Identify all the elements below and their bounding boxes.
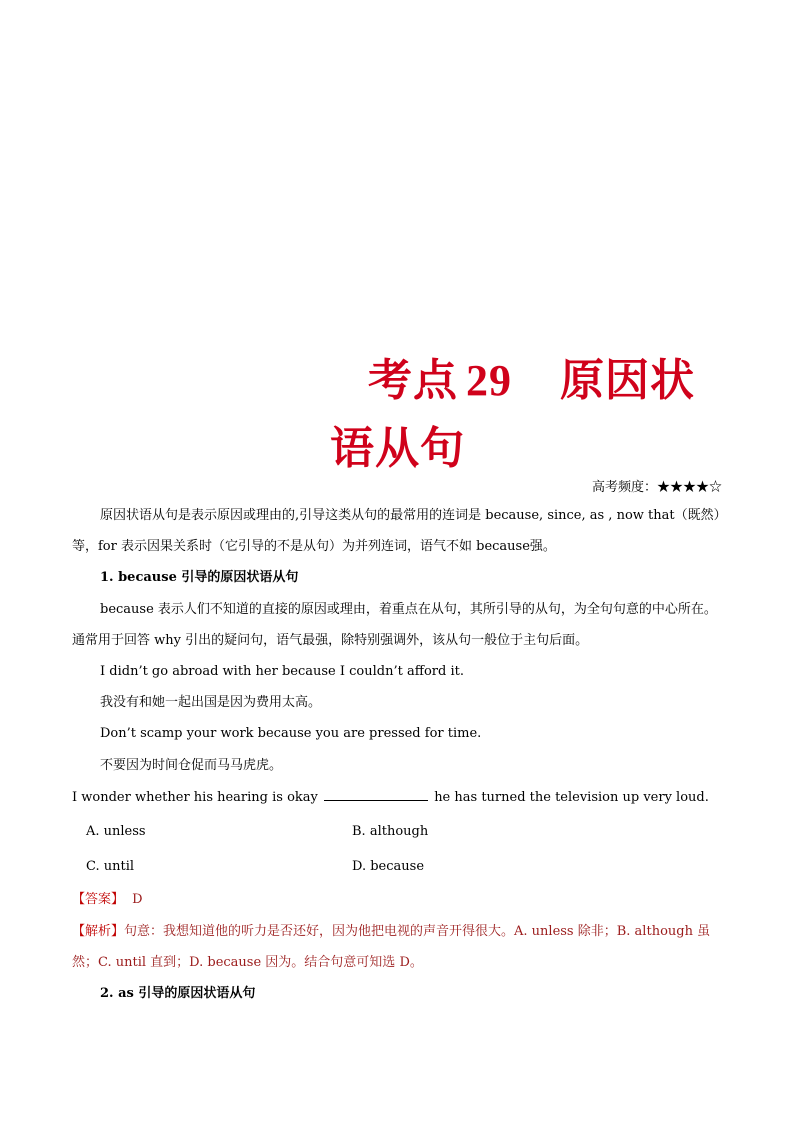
option-a: A. unless <box>86 824 146 839</box>
analysis-label: 【解析】 <box>72 924 125 939</box>
title-number: 29 <box>466 356 512 405</box>
example-zh-2: 不要因为时间仓促而马马虎虎。 <box>100 758 283 773</box>
question-stem-after: he has turned the television up very loud. <box>434 790 709 805</box>
frequency-label: 高考频度： <box>591 480 657 495</box>
option-d: D. because <box>352 859 425 874</box>
option-c: C. until <box>86 859 135 874</box>
page-title-line2: 语从句 <box>330 423 465 474</box>
example-zh-1: 我没有和她一起出国是因为费用太高。 <box>100 695 322 710</box>
section-heading-because: 1. because 引导的原因状语从句 <box>100 570 299 585</box>
example-en-1: I didn’t go abroad with her because I couldn’t afford it. <box>100 664 464 679</box>
title-prefix: 考点 <box>368 355 458 406</box>
exam-frequency <box>592 476 722 495</box>
question-stem-before: I wonder whether his hearing is okay <box>72 790 318 805</box>
option-b: B. although <box>352 824 429 839</box>
answer-blank <box>324 788 428 801</box>
example-en-2: Don’t scamp your work because you are pressed for time. <box>100 726 482 741</box>
analysis-paragraph <box>72 916 724 978</box>
title-suffix: 原因状 <box>560 355 695 406</box>
section-heading-as: 2. as 引导的原因状语从句 <box>100 986 256 1001</box>
answer-value: D <box>132 892 143 907</box>
page-title-line1 <box>368 344 695 408</box>
analysis-text: 句意：我想知道他的听力是否还好，因为他把电视的声音开得很大。A. unless 除非；B. although 虽然；C. until 直到；D. because 因为。结合句意可知选 D。 <box>72 924 711 970</box>
intro-paragraph: 原因状语从句是表示原因或理由的,引导这类从句的最常用的连词是 because, since, as , now that（既然）等，for 表示因果关系时（它引导的不是从句）为并列连词，语气不如 because强。 <box>72 508 721 554</box>
answer-line <box>72 884 143 915</box>
answer-label: 【答案】 <box>72 892 125 907</box>
because-description: because 表示人们不知道的直接的原因或理由，着重点在从句，其所引导的从句，为全句句意的中心所在。通常用于回答 why 引出的疑问句，语气最强，除特别强调外，该从句一般位于主句后面。 <box>72 602 717 648</box>
frequency-stars: ★★★★☆ <box>656 480 722 495</box>
question-stem <box>72 782 709 813</box>
